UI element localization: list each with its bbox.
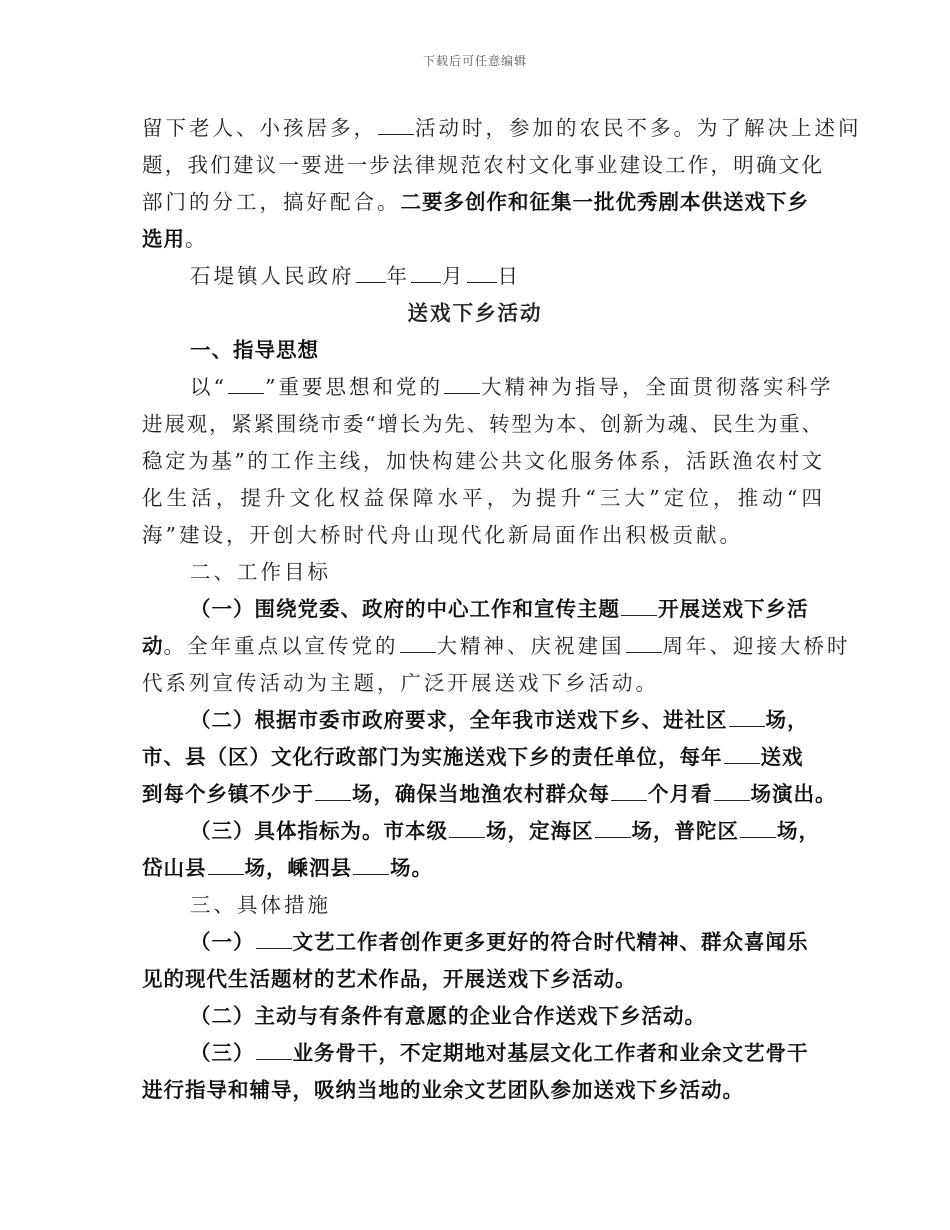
fill-blank xyxy=(228,371,264,394)
fill-blank xyxy=(444,371,480,394)
body-text-line: （一） 文艺工作者创作更多更好的符合时代精神、群众喜闻乐 xyxy=(190,924,822,961)
body-text-line: 选用。 xyxy=(142,227,209,251)
body-text-line: 代系列宣传活动为主题，广泛开展送戏下乡活动。 xyxy=(142,671,659,695)
fill-blank xyxy=(411,260,441,283)
body-text-line: 留下老人、小孩居多， 活动时，参加的农民不多。为了解决上述问 xyxy=(142,110,822,147)
body-text-line: 到每个乡镇不少于 场，确保当地渔农村群众每 个月看 场演出。 xyxy=(142,776,822,813)
signature-line: 石堤镇人民政府 年 月 日 xyxy=(190,258,822,295)
body-text-line: （三）具体指标为。市本级 场，定海区 场，普陀区 场， xyxy=(190,813,822,850)
section-heading: 一、指导思想 xyxy=(190,338,319,362)
body-text-line: 化生活，提升文化权益保障水平，为提升“三大”定位，推动“四 xyxy=(142,486,822,510)
body-text-line: 岱山县 场，嵊泗县 场。 xyxy=(142,850,822,887)
body-text-line: 以“ ”重要思想和党的 大精神为指导，全面贯彻落实科学 xyxy=(190,369,822,406)
document-title: 送戏下乡活动 xyxy=(407,301,543,325)
fill-blank xyxy=(353,852,389,875)
fill-blank xyxy=(400,630,436,653)
fill-blank xyxy=(611,778,647,801)
body-text-line: （一）围绕党委、政府的中心工作和宣传主题 开展送戏下乡活 xyxy=(190,591,822,628)
fill-blank xyxy=(315,778,351,801)
body-text-line: 稳定为基”的工作主线，加快构建公共文化服务体系，活跃渔农村文 xyxy=(142,449,822,473)
fill-blank xyxy=(449,815,485,838)
body-text-line: 动。全年重点以宣传党的 大精神、庆祝建国 周年、迎接大桥时 xyxy=(142,628,822,665)
fill-blank xyxy=(256,926,292,949)
body-text-line: （二）主动与有条件有意愿的企业合作送戏下乡活动。 xyxy=(190,1004,706,1028)
fill-blank xyxy=(467,260,497,283)
fill-blank xyxy=(724,741,760,764)
fill-blank xyxy=(256,1037,292,1060)
fill-blank xyxy=(356,260,386,283)
body-text-line: （二）根据市委市政府要求，全年我市送戏下乡、进社区 场， xyxy=(190,702,822,739)
fill-blank xyxy=(621,593,657,616)
page-header: 下载后可任意编辑 xyxy=(422,54,527,68)
fill-blank xyxy=(714,778,750,801)
body-text-line: 海”建设，开创大桥时代舟山现代化新局面作出积极贡献。 xyxy=(142,523,743,547)
fill-blank xyxy=(740,815,776,838)
fill-blank xyxy=(729,704,765,727)
body-text-line: 题，我们建议一要进一步法律规范农村文化事业建设工作，明确文化 xyxy=(142,153,822,177)
body-text-line: （三） 业务骨干，不定期地对基层文化工作者和业余文艺骨干 xyxy=(190,1035,822,1072)
fill-blank xyxy=(378,112,414,135)
body-text-line: 进行指导和辅导，吸纳当地的业余文艺团队参加送戏下乡活动。 xyxy=(142,1078,744,1102)
body-text-line: 见的现代生活题材的艺术作品，开展送戏下乡活动。 xyxy=(142,967,637,991)
section-heading: 三、具体措施 xyxy=(190,893,331,917)
fill-blank xyxy=(626,630,662,653)
fill-blank xyxy=(208,852,244,875)
fill-blank xyxy=(595,815,631,838)
body-text-line: 进展观，紧紧围绕市委“增长为先、转型为本、创新为魂、民生为重、 xyxy=(142,412,822,436)
body-text-line: 部门的分工，搞好配合。二要多创作和征集一批优秀剧本供送戏下乡 xyxy=(142,190,809,214)
body-text-line: 市、县（区）文化行政部门为实施送戏下乡的责任单位，每年 送戏 xyxy=(142,739,822,776)
section-heading: 二、工作目标 xyxy=(190,560,331,584)
